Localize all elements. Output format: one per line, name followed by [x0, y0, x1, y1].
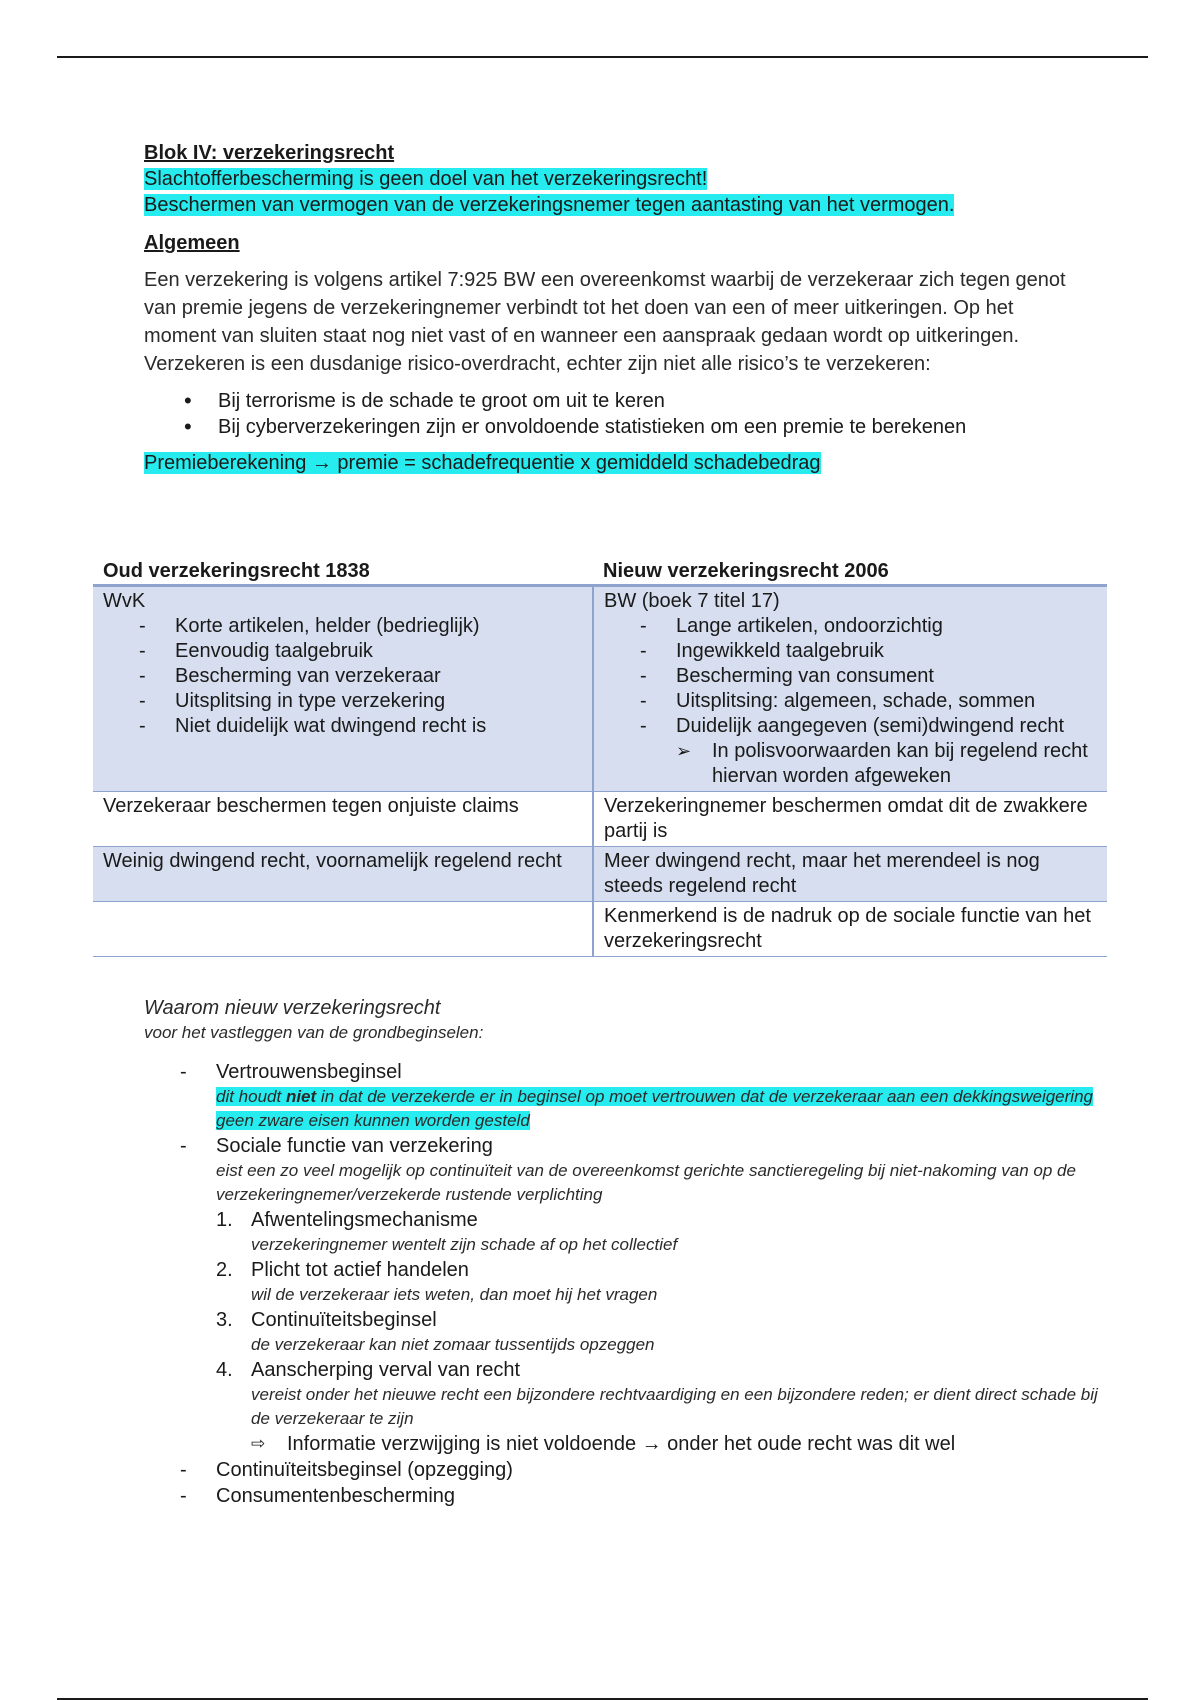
- table-row: Weinig dwingend recht, voornamelijk regelend recht Meer dwingend recht, maar het merendeel is nog steeds regelend recht: [93, 847, 1107, 902]
- waarom-subtitle: voor het vastleggen van de grondbeginselen:: [144, 1023, 484, 1042]
- page-title: Blok IV: verzekeringsrecht: [144, 142, 395, 164]
- list-item: 3. Continuïteitsbeginsel de verzekeraar kan niet zomaar tussentijds opzeggen: [216, 1309, 655, 1354]
- list-item: - Eenvoudig taalgebruik: [139, 639, 582, 664]
- numbered-list: [216, 1207, 1104, 1457]
- list-item: - Bescherming van verzekeraar: [139, 664, 582, 689]
- comparison-table: [93, 556, 1107, 957]
- highlight-line-2: Beschermen van vermogen van de verzekeringsnemer tegen aantasting van het vermogen.: [144, 194, 955, 216]
- premium-formula: Premieberekening → premie = schadefrequentie x gemiddeld schadebedrag: [144, 452, 821, 474]
- table-row: [93, 586, 1107, 792]
- top-rule: [57, 56, 1148, 58]
- highlight-line-1: Slachtofferbescherming is geen doel van het verzekeringsrecht!: [144, 168, 708, 190]
- table-cell-new-features: BW (boek 7 titel 17) - Lange artikelen, ondoorzichtig - Ingewikkeld taalgebruik - Bescherming van consument - Uitsplitsing: algemeen, schade, sommen - Duidelijk aangegeven (semi)dwingend recht ➢ In polisvoorwaarden kan bij regelend recht hiervan worden afgeweken: [593, 586, 1107, 792]
- arrow-outline-icon: ⇨: [251, 1434, 266, 1453]
- list-item: - Uitsplitsing: algemeen, schade, sommen: [640, 689, 1097, 714]
- section-title-algemeen: Algemeen: [144, 232, 240, 254]
- table-header-old: Oud verzekeringsrecht 1838: [93, 556, 593, 586]
- principles-list: [144, 1059, 1104, 1509]
- list-item: 1. Afwentelingsmechanisme verzekeringnemer wentelt zijn schade af op het collectief: [216, 1209, 678, 1254]
- list-item: - Vertrouwensbeginsel dit houdt niet in dat de verzekerde er in beginsel op moet vertrouwen dat de verzekeraar aan een dekkingsweigering geen zware eisen kunnen worden gesteld: [180, 1059, 1104, 1133]
- table-row: Verzekeraar beschermen tegen onjuiste claims Verzekeringnemer beschermen omdat dit de zwakkere partij is: [93, 792, 1107, 847]
- list-item: - Niet duidelijk wat dwingend recht is: [139, 714, 582, 739]
- list-item: 4. Aanscherping verval van recht vereist onder het nieuwe recht een bijzondere rechtvaardiging en een bijzondere reden; er dient direct schade bij de verzekeraar te zijn ⇨ Informatie verzwijging is niet voldoende → onder het oude recht was dit wel: [216, 1357, 1104, 1457]
- highlighted-note: dit houdt niet in dat de verzekerde er in beginsel op moet vertrouwen dat de verzekeraar aan een dekkingsweigering geen zware eisen kunnen worden gesteld: [216, 1087, 1093, 1130]
- table-row: Kenmerkend is de nadruk op de sociale functie van het verzekeringsrecht: [93, 902, 1107, 957]
- list-item: - Continuïteitsbeginsel (opzegging): [180, 1457, 1104, 1483]
- list-item: ➢ In polisvoorwaarden kan bij regelend recht hiervan worden afgeweken: [676, 739, 1097, 789]
- list-item: - Korte artikelen, helder (bedrieglijk): [139, 614, 582, 639]
- document-body: [144, 140, 1084, 476]
- list-item: • Bij terrorisme is de schade te groot om uit te keren: [184, 388, 1084, 414]
- waarom-title: Waarom nieuw verzekeringsrecht: [144, 997, 441, 1019]
- table-cell-old-features: WvK - Korte artikelen, helder (bedrieglijk) - Eenvoudig taalgebruik - Bescherming van verzekeraar - Uitsplitsing in type verzekering - Niet duidelijk wat dwingend recht is: [93, 586, 593, 792]
- list-item: - Duidelijk aangegeven (semi)dwingend recht ➢ In polisvoorwaarden kan bij regelend recht hiervan worden afgeweken: [640, 714, 1097, 789]
- list-item: - Uitsplitsing in type verzekering: [139, 689, 582, 714]
- algemeen-paragraph: Een verzekering is volgens artikel 7:925 BW een overeenkomst waarbij de verzekeraar zich tegen genot van premie jegens de verzekeringnemer verbindt tot het doen van een of meer uitkeringen. Op het moment van sluiten staat nog niet vast of en wanneer een aanspraak gedaan wordt op uitkeringen. Verzekeren is een dusdanige risico-overdracht, echter zijn niet alle risico’s te verzekeren:: [144, 269, 1066, 375]
- waarom-section: [144, 995, 1104, 1509]
- list-item: • Bij cyberverzekeringen zijn er onvoldoende statistieken om een premie te berekenen: [184, 414, 1084, 440]
- list-item: - Consumentenbescherming: [180, 1483, 1104, 1509]
- risk-bullet-list: [144, 388, 1084, 440]
- table-header-new: Nieuw verzekeringsrecht 2006: [593, 556, 1107, 586]
- list-item: - Lange artikelen, ondoorzichtig: [640, 614, 1097, 639]
- list-item: - Ingewikkeld taalgebruik: [640, 639, 1097, 664]
- list-item: - Bescherming van consument: [640, 664, 1097, 689]
- arrow-note: ⇨ Informatie verzwijging is niet voldoende → onder het oude recht was dit wel: [251, 1433, 956, 1455]
- list-item: 2. Plicht tot actief handelen wil de verzekeraar iets weten, dan moet hij het vragen: [216, 1259, 658, 1304]
- list-item: - Sociale functie van verzekering eist een zo veel mogelijk op continuïteit van de overeenkomst gerichte sanctieregeling bij niet-nakoming van op de verzekeringnemer/verzekerde rustende verplichting 1. Afwentelingsmechanisme verzekeringnemer wentelt zijn schade af op het collectief 2. Plicht tot actief handelen wil de verzekeraar iets weten, dan moet hij het vragen 3. Continuïteitsbeginsel de verzekeraar kan niet zomaar tussentijds opzeggen 4. Aanscherping verval van recht vereist onder het nieuwe recht een bijzondere rechtvaardiging en een bijzondere reden; er dient direct schade bij de verzekeraar te zijn ⇨ Informatie verzwijging is niet voldoende → onder het oude recht was dit wel: [180, 1133, 1104, 1457]
